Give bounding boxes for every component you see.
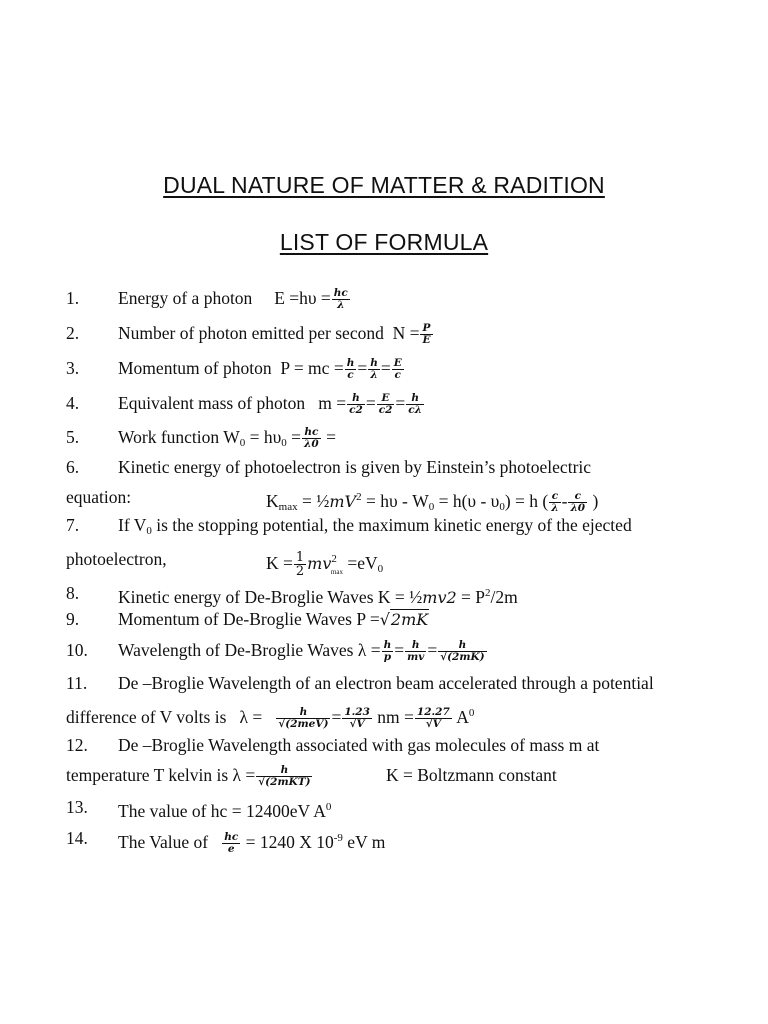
formula-row-2 [66,318,736,348]
item-number: 12. [66,735,88,755]
item-number: 2. [66,323,80,343]
fraction: $\frac{h}{c}$ [346,357,355,382]
item-number: 13. [66,797,88,817]
formula-description: Kinetic energy of photoelectron is given by Einstein’s photoelectric [118,457,592,477]
fraction: $\frac{h}{√(2mK)}$ [440,639,485,664]
formula-description: Wavelength of De-Broglie Waves λ = [118,640,381,660]
item-number: 7. [66,515,80,535]
formula-description: The Value of [118,832,209,852]
formula-row-12-continued: temperature T kelvin is λ = $\frac{h}{\text{√(2mKT)}}$ K = Boltzmann constant [66,760,736,790]
fraction: $\frac{1}{2}$ [295,550,305,580]
formula-expression: = hυ [249,427,282,447]
formula-description: If $V_0$ is the stopping potential, the maximum kinetic energy of the ejected [118,515,632,537]
fraction: $\frac{h}{c2}$ [349,392,363,417]
fraction: $\frac{P}{E}$ [422,322,431,347]
formula-row-11-continued: difference of V volts is λ = $\frac{h}{\text{√(2meV)}}$ = $\frac{1.23}{√V}$ nm = $\frac{12.27}{√V}$ $A^0$ [66,706,475,731]
fraction: $\frac{E}{c2}$ [378,392,393,417]
formula-description: Equivalent mass of photon [118,393,306,413]
item-number: 11. [66,673,88,693]
formula-row-9 [66,604,736,634]
fraction: $\frac{1.23}{√V}$ [344,706,370,731]
formula-row-7 [66,510,736,540]
formula-description: Momentum of De-Broglie Waves P = [118,609,380,629]
formula-row-4: 4. Equivalent mass of photon m = $\frac{h}{c2}$ = $\frac{E}{c2}$ = $\frac{h}{c\lambda}$ [66,388,736,418]
formula-description: The value of hc = 12400eV A [118,801,326,821]
fraction: $\frac{hc}{e}$ [224,831,239,856]
item-number: 8. [66,583,80,603]
item-number: 4. [66,393,80,413]
document-title: DUAL NATURE OF MATTER & RADITION [163,172,605,198]
item-number: 9. [66,609,80,629]
fraction: $\frac{E}{c}$ [393,357,402,382]
square-root: √2mK [379,610,429,629]
formula-description: De –Broglie Wavelength of an electron beam accelerated through a potential [118,673,654,693]
formula-expression: N = [392,323,420,343]
item-number: 10. [66,640,88,660]
formula-expression: E =hυ = [274,288,331,308]
item-number: 1. [66,288,80,308]
formula-row-13: 13. The value of hc = 12400eV $A^0$ [66,792,736,822]
fraction: $\frac{h}{\text{√(2meV)}}$ [278,706,329,731]
formula-expression: K = $\frac{1}{2}$ $mv^2_{max} =eV_0$ [266,550,384,580]
continuation-text: difference of V volts is [66,707,227,727]
fraction: $\frac{hc}{\lambda}$ [333,287,348,312]
formula-expression: P = mc = [280,358,344,378]
formula-row-11 [66,668,736,698]
fraction: $\frac{c}{\lambda}$ [551,490,559,515]
fraction: $\frac{h}{mv}$ [407,639,425,664]
item-number: 14. [66,828,88,848]
fraction: $\frac{12.27}{√V}$ [416,706,450,731]
formula-description: Kinetic energy of De-Broglie Waves K = [118,587,405,607]
formula-description: De –Broglie Wavelength associated with gas molecules of mass m at [118,735,600,755]
formula-row-6-continued [66,482,736,515]
fraction: $\frac{h}{p}$ [383,639,392,664]
formula-description: Momentum of photon [118,358,272,378]
formula-row-10: 10. Wavelength of De-Broglie Waves λ = $\frac{h}{p}$ = $\frac{h}{mv}$ = $\frac{h}{√(2mK)}$ [66,635,736,665]
constant-note: K = Boltzmann constant [386,765,557,785]
formula-row-1 [66,283,736,313]
document-subtitle: LIST OF FORMULA [279,229,489,255]
formula-row-12 [66,730,736,760]
formula-row-3: 3. Momentum of photon P = mc = $\frac{h}{c}$ = $\frac{h}{\lambda}$ = $\frac{E}{c}$ [66,353,736,383]
item-number: 6. [66,457,80,477]
fraction: $\frac{c}{\lambda 0}$ [570,490,586,515]
fraction: $\frac{hc}{\lambda 0}$ [304,426,319,451]
continuation-text: temperature T kelvin is [66,765,229,785]
formula-description: Energy of a photon [118,288,253,308]
formula-description: Number of photon emitted per second [118,323,384,343]
formula-row-8: 8. Kinetic energy of De-Broglie Waves K = ½mv2 = $P^2/2m$ [66,578,736,608]
fraction: $\frac{h}{\text{√(2mKT)}}$ [258,764,311,789]
formula-expression: m = [318,393,347,413]
formula-row-6 [66,452,736,482]
continuation-text: equation: [66,487,132,507]
formula-row-14: 14. The Value of $\frac{hc}{e}$ = 1240 X $10^{-9}$ eV m [66,823,736,853]
formula-row-7-continued [66,544,736,580]
fraction: $\frac{h}{\lambda}$ [370,357,378,382]
item-number: 3. [66,358,80,378]
continuation-text: photoelectron, [66,549,167,569]
fraction: $\frac{h}{c\lambda}$ [408,392,423,417]
formula-expression: $K_{max}$ = $\frac{1}{2}mV^2 = h\upsilon - W_0 = h(\upsilon - \upsilon_0) = h$ ( $\frac{c}{\lambda}$ - $\frac{c}{\lambda 0}$ ) [266,490,599,515]
formula-description: Work function W [118,427,240,447]
formula-row-5: 5. Work function $W_0 = h\upsilon_0$ = $\frac{hc}{\lambda 0}$ = [66,422,736,452]
item-number: 5. [66,427,80,447]
